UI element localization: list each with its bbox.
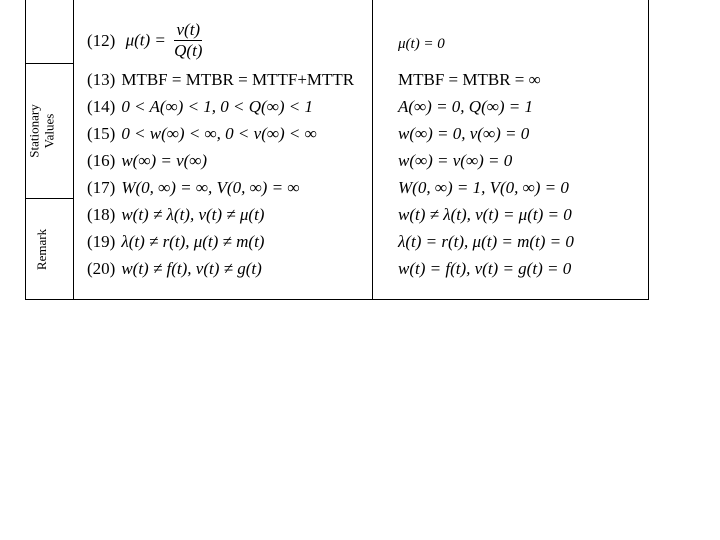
stationary-values-label	[26, 64, 73, 198]
row-18-right: w(t) ≠ λ(t), v(t) = μ(t) = 0	[398, 205, 572, 224]
row-number: (17)	[87, 178, 116, 197]
formula: w(∞) = v(∞)	[121, 151, 208, 170]
row-20-right: w(t) = f(t), v(t) = g(t) = 0	[398, 259, 572, 278]
row-15-right: w(∞) = 0, v(∞) = 0	[398, 124, 530, 143]
row-17-left	[87, 178, 299, 198]
row-16-right: w(∞) = v(∞) = 0	[398, 151, 513, 170]
stationary-label-line1: Stationary	[26, 104, 42, 158]
formula: 0 < w(∞) < ∞, 0 < v(∞) < ∞	[121, 124, 317, 143]
row-13-right: MTBF = MTBR = ∞	[398, 70, 541, 89]
fraction-denominator: Q(t)	[174, 41, 203, 60]
fraction-numerator: v(t)	[174, 20, 202, 41]
row-14-left	[87, 97, 313, 117]
row-16-left	[87, 151, 207, 171]
fraction	[174, 20, 202, 61]
row-number: (12)	[87, 30, 116, 50]
row-14-right: A(∞) = 0, Q(∞) = 1	[398, 97, 533, 116]
row-number: (14)	[87, 97, 116, 116]
row-number: (18)	[87, 205, 116, 224]
column-divider-left	[73, 0, 74, 299]
row-20-left	[87, 259, 262, 279]
remark-label	[26, 199, 73, 299]
row-12-left	[87, 20, 202, 61]
row-15-left	[87, 124, 317, 144]
formula: W(0, ∞) = ∞, V(0, ∞) = ∞	[121, 178, 300, 197]
row-18-left	[87, 205, 264, 225]
formula: 0 < A(∞) < 1, 0 < Q(∞) < 1	[121, 97, 313, 116]
row-number: (20)	[87, 259, 116, 278]
row-19-left	[87, 232, 264, 252]
row-number: (15)	[87, 124, 116, 143]
formula: w(t) ≠ λ(t), v(t) ≠ μ(t)	[121, 205, 265, 224]
column-divider-middle	[372, 0, 373, 299]
row-number: (16)	[87, 151, 116, 170]
stationary-label-line2: Values	[41, 113, 57, 149]
remark-label-text: Remark	[34, 228, 49, 270]
formula: w(t) ≠ f(t), v(t) ≠ g(t)	[121, 259, 262, 278]
row-19-right: λ(t) = r(t), μ(t) = m(t) = 0	[398, 232, 574, 251]
formula-table	[25, 0, 649, 300]
formula: λ(t) ≠ r(t), μ(t) ≠ m(t)	[121, 232, 265, 251]
row-13-left	[87, 70, 354, 90]
row-number: (13)	[87, 70, 116, 89]
row-12-right: μ(t) = 0	[398, 36, 445, 52]
row-number: (19)	[87, 232, 116, 251]
formula: MTBF = MTBR = MTTF+MTTR	[121, 70, 355, 89]
formula-lhs: μ(t) =	[125, 30, 166, 50]
row-17-right: W(0, ∞) = 1, V(0, ∞) = 0	[398, 178, 569, 197]
